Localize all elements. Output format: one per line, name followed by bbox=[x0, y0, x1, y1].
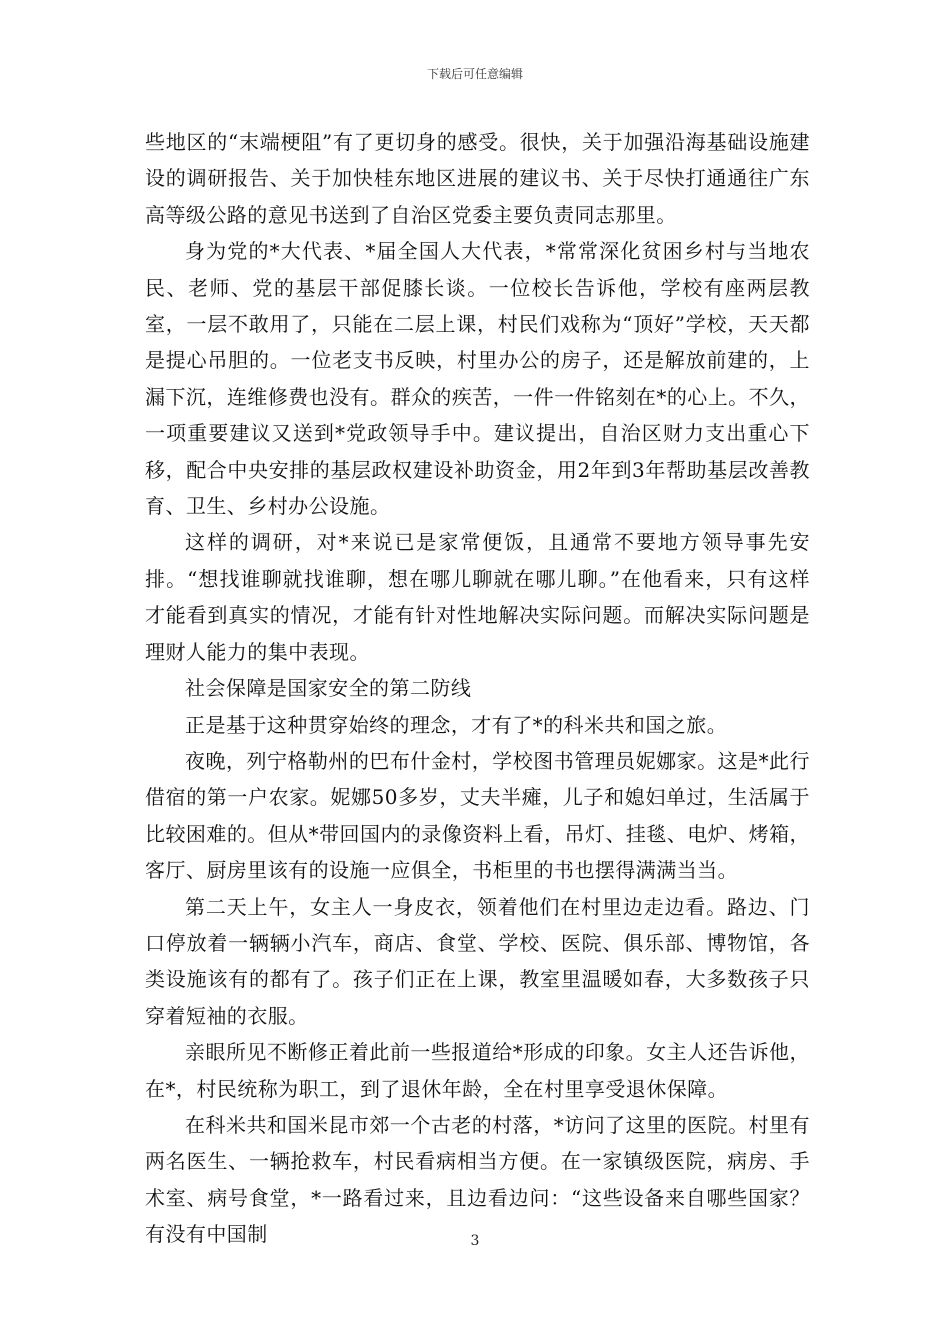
page-header: 下载后可任意编辑 bbox=[426, 67, 523, 81]
page-number: 3 bbox=[470, 1233, 480, 1249]
section-heading: 社会保障是国家安全的第二防线 bbox=[185, 676, 472, 701]
paragraph: 身为党的*大代表、*届全国人大代表，*常常深化贫困乡村与当地农民、老师、党的基层干部促膝长谈。一位校长告诉他，学校有座两层教室，一层不敢用了，只能在二层上课，村民们戏称为“顶好”学校，天天都是提心吊胆的。一位老支书反映，村里办公的房子，还是解放前建的，上漏下沉，连维修费也没有。群众的疾苦，一件一件铭刻在*的心上。不久，一项重要建议又送到*党政领导手中。建议提出，自治区财力支出重心下移，配合中央安排的基层政权建设补助资金，用2年到3年帮助基层改善教育、卫生、乡村办公设施。 bbox=[145, 239, 810, 519]
paragraph: 正是基于这种贯穿始终的理念，才有了*的科米共和国之旅。 bbox=[185, 712, 728, 737]
paragraph-continuation: 些地区的“末端梗阻”有了更切身的感受。很快，关于加强沿海基础设施建设的调研报告、关于加快桂东地区进展的建议书、关于尽快打通通往广东高等级公路的意见书送到了自治区党委主要负责同志那里。 bbox=[145, 130, 810, 227]
paragraph: 第二天上午，女主人一身皮衣，领着他们在村里边走边看。路边、门口停放着一辆辆小汽车，商店、食堂、学校、医院、俱乐部、博物馆，各类设施该有的都有了。孩子们正在上课，教室里温暖如春，大多数孩子只穿着短袖的衣服。 bbox=[145, 894, 810, 1028]
paragraph: 亲眼所见不断修正着此前一些报道给*形成的印象。女主人还告诉他，在*，村民统称为职工，到了退休年龄，全在村里享受退休保障。 bbox=[145, 1040, 810, 1101]
document-body bbox=[145, 124, 810, 1253]
paragraph: 夜晚，列宁格勒州的巴布什金村，学校图书管理员妮娜家。这是*此行借宿的第一户农家。妮娜50多岁，丈夫半瘫，儿子和媳妇单过，生活属于比较困难的。但从*带回国内的录像资料上看，吊灯、挂毯、电炉、烤箱，客厅、厨房里该有的设施一应俱全，书柜里的书也摆得满满当当。 bbox=[145, 748, 810, 883]
paragraph: 在科米共和国米昆市郊一个古老的村落，*访问了这里的医院。村里有两名医生、一辆抢救车，村民看病相当方便。在一家镇级医院，病房、手术室、病号食堂，*一路看过来，且边看边问：“这些设备来自哪些国家？有没有中国制 bbox=[145, 1112, 810, 1247]
paragraph: 这样的调研，对*来说已是家常便饭，且通常不要地方领导事先安排。“想找谁聊就找谁聊，想在哪儿聊就在哪儿聊。”在他看来，只有这样才能看到真实的情况，才能有针对性地解决实际问题。而解决实际问题是理财人能力的集中表现。 bbox=[145, 530, 810, 664]
